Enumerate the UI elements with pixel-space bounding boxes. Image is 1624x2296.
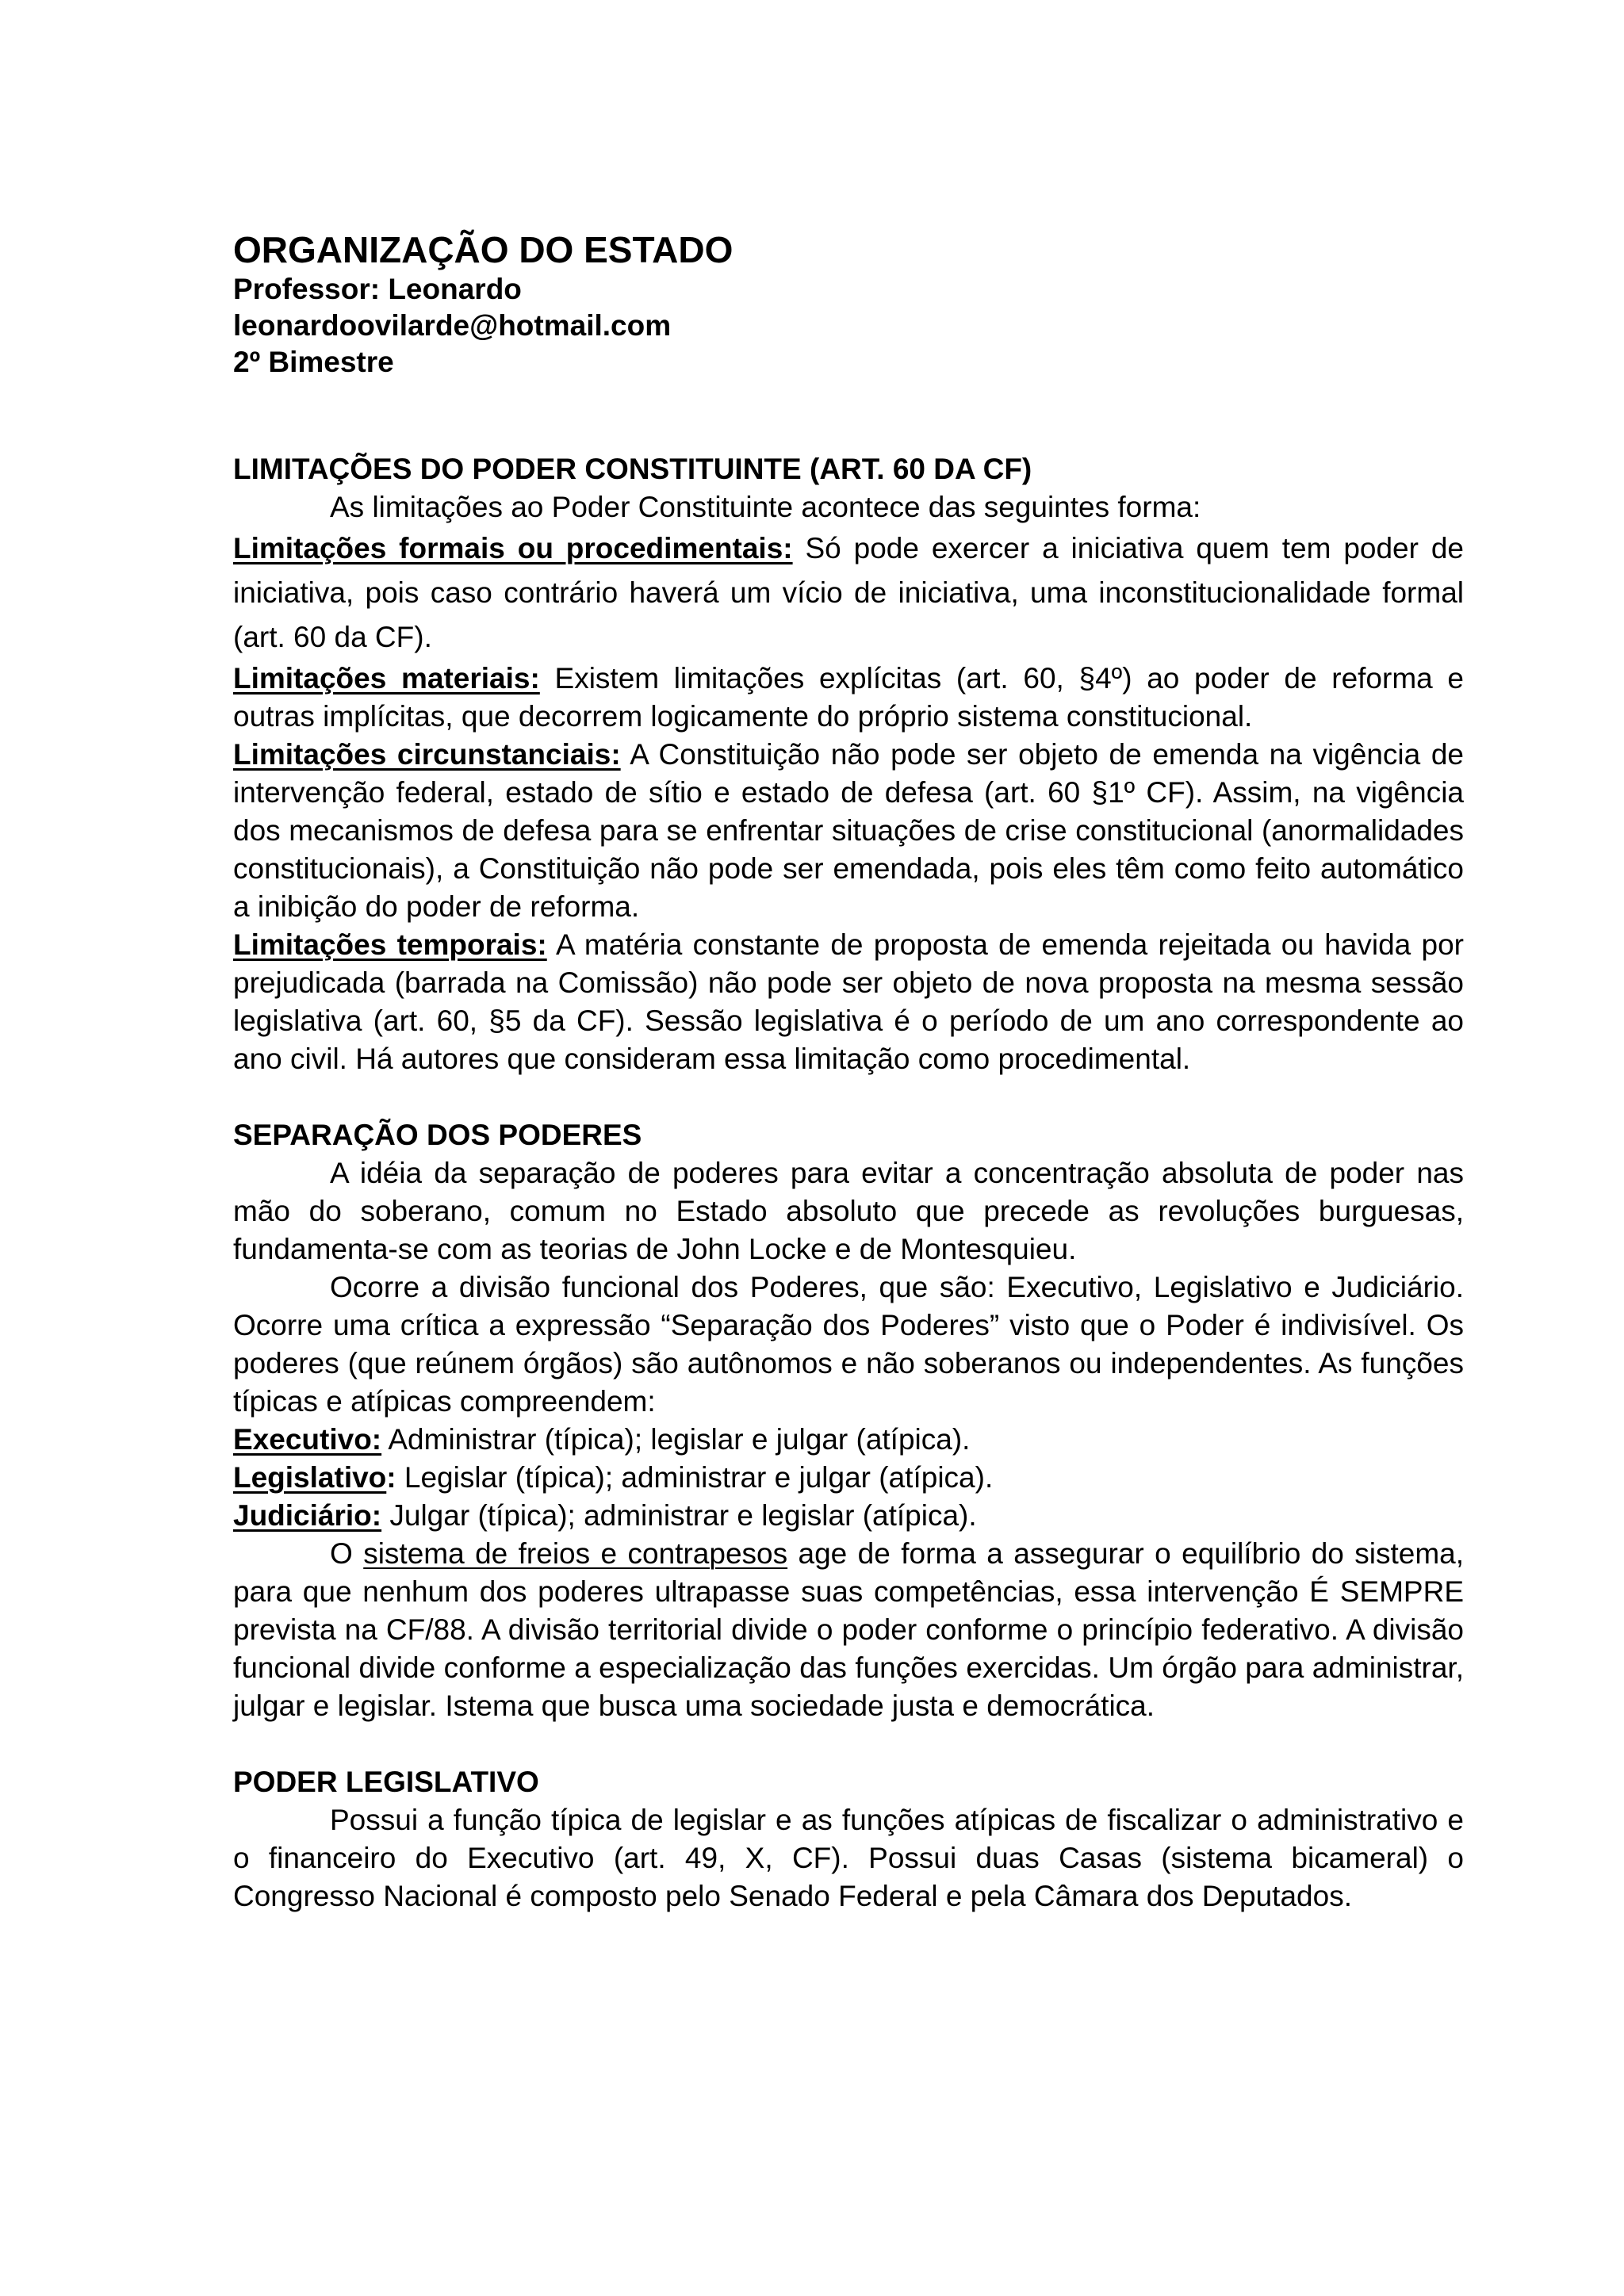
document-header <box>233 228 1464 381</box>
paragraph-formais <box>233 526 1464 660</box>
label-materiais: Limitações materiais: <box>233 662 540 695</box>
label-judiciario: Judiciário: <box>233 1499 382 1532</box>
section-heading-legislativo: PODER LEGISLATIVO <box>233 1766 539 1798</box>
paragraph-legislativo-1: Possui a função típica de legislar e as funções atípicas de fiscalizar o administrativo e o financeiro do Executivo (art. 49, X, CF). Possui duas Casas (sistema bicameral) o Congresso Nacional é composto pelo Senado Federal e pela Câmara dos Deputados. <box>233 1804 1464 1912</box>
professor-line: Professor: Leonardo <box>233 273 522 305</box>
spacer <box>233 1725 1464 1763</box>
paragraph-intro: As limitações ao Poder Constituinte acontece das seguintes forma: <box>330 491 1201 523</box>
label-formais: Limitações formais ou procedimentais: <box>233 532 793 564</box>
term-freios-contrapesos: sistema de freios e contrapesos <box>363 1537 788 1570</box>
paragraph-freios <box>233 1535 1464 1725</box>
section-limitacoes <box>233 450 1464 1078</box>
email-line: leonardoovilarde@hotmail.com <box>233 309 672 342</box>
paragraph-materiais <box>233 660 1464 736</box>
term-line: 2º Bimestre <box>233 346 394 378</box>
paragraph-separacao-2: Ocorre a divisão funcional dos Poderes, que são: Executivo, Legislativo e Judiciário. Ocorre uma crítica a expressão “Separação dos Poderes” visto que o Poder é indivisível. Os poderes (que reúnem órgãos) são autônomos e não soberanos ou independentes. As funções típicas e atípicas compreendem: <box>233 1271 1464 1418</box>
label-circunstanciais: Limitações circunstanciais: <box>233 738 621 771</box>
label-temporais: Limitações temporais: <box>233 928 547 961</box>
section-heading-separacao: SEPARAÇÃO DOS PODERES <box>233 1119 642 1151</box>
text-executivo: Administrar (típica); legislar e julgar (atípica). <box>381 1423 971 1456</box>
text-freios-rest: age de forma a assegurar o equilíbrio do sistema, para que nenhum dos poderes ultrapasse suas competências, essa intervenção É SEMPRE prevista na CF/88. A divisão territorial divide o poder conforme o princípio federativo. A divisão funcional divide conforme a especialização das funções exercidas. Um órgão para administrar, julgar e legislar. Istema que busca uma sociedade justa e democrática. <box>233 1537 1465 1722</box>
text-freios-prefix: O <box>330 1537 364 1570</box>
document-page <box>233 228 1464 1915</box>
text-judiciario: Julgar (típica); administrar e legislar (atípica). <box>381 1499 977 1532</box>
text-legislativo: Legislar (típica); administrar e julgar (atípica). <box>396 1461 994 1494</box>
text-circunstanciais: A Constituição não pode ser objeto de emenda na vigência de intervenção federal, estado de sítio e estado de defesa (art. 60 §1º CF). Assim, na vigência dos mecanismos de defesa para se enfrentar situações de crise constitucional (anormalidades constitucionais), a Constituição não pode ser emendada, pois eles têm como feito automático a inibição do poder de reforma. <box>233 738 1464 923</box>
paragraph-legislativo <box>233 1459 1464 1497</box>
section-separacao <box>233 1116 1464 1725</box>
text-formais: Só pode exercer a iniciativa quem tem poder de iniciativa, pois caso contrário haverá um vício de iniciativa, uma inconstitucionalidade formal (art. 60 da CF). <box>233 532 1464 653</box>
document-title: ORGANIZAÇÃO DO ESTADO <box>233 229 733 270</box>
text-materiais: Existem limitações explícitas (art. 60, §4º) ao poder de reforma e outras implícitas, que decorrem logicamente do próprio sistema constitucional. <box>233 662 1464 733</box>
label-legislativo: Legislativo <box>233 1461 387 1494</box>
spacer <box>233 1078 1464 1116</box>
paragraph-executivo <box>233 1421 1464 1459</box>
label-executivo: Executivo: <box>233 1423 382 1456</box>
spacer <box>233 381 1464 450</box>
paragraph-separacao-1: A idéia da separação de poderes para evitar a concentração absoluta de poder nas mão do soberano, comum no Estado absoluto que precede as revoluções burguesas, fundamenta-se com as teorias de John Locke e de Montesquieu. <box>233 1157 1464 1265</box>
label-legislativo-colon: : <box>386 1461 396 1494</box>
text-temporais: A matéria constante de proposta de emenda rejeitada ou havida por prejudicada (barrada na Comissão) não pode ser objeto de nova proposta na mesma sessão legislativa (art. 60, §5 da CF). Sessão legislativa é o período de um ano correspondente ao ano civil. Há autores que consideram essa limitação como procedimental. <box>233 928 1464 1075</box>
section-legislativo <box>233 1763 1464 1915</box>
paragraph-circunstanciais <box>233 736 1464 926</box>
section-heading-limitacoes: LIMITAÇÕES DO PODER CONSTITUINTE (ART. 60 DA CF) <box>233 453 1032 485</box>
paragraph-temporais <box>233 926 1464 1078</box>
paragraph-judiciario <box>233 1497 1464 1535</box>
